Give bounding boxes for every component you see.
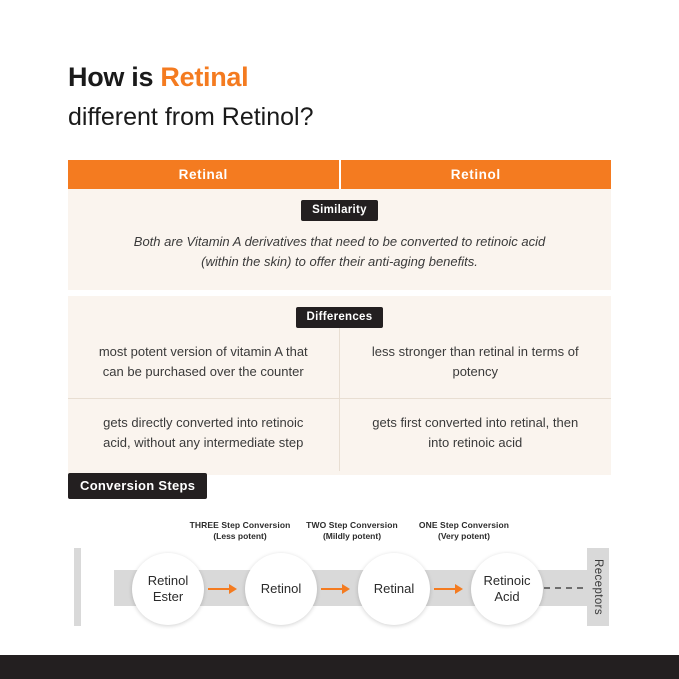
cell-retinal-potency: most potent version of vitamin A that can be purchased over the counter bbox=[68, 328, 340, 398]
flow-node-retinol-ester: Retinol Ester bbox=[132, 553, 204, 625]
differences-rows bbox=[68, 328, 611, 475]
conversion-steps-heading bbox=[68, 473, 207, 499]
caption-sub: (Mildly potent) bbox=[322, 531, 382, 541]
similarity-tag: Similarity bbox=[301, 200, 378, 221]
title-line-one bbox=[68, 60, 628, 94]
flow-node-retinol: Retinol bbox=[245, 553, 317, 625]
caption-title: ONE Step Conversion bbox=[418, 520, 510, 530]
table-header bbox=[68, 160, 611, 189]
conversion-flow-diagram bbox=[68, 520, 611, 640]
cell-retinol-potency: less stronger than retinal in terms of potency bbox=[371, 344, 579, 379]
page-title bbox=[68, 60, 628, 134]
arrow-icon bbox=[434, 584, 464, 594]
flow-start-cap bbox=[74, 548, 81, 626]
similarity-text: Both are Vitamin A derivatives that need to be converted to retinoic acid (within the skin) to offer their anti-aging benefits. bbox=[133, 234, 546, 269]
table-row bbox=[68, 328, 611, 398]
flow-caption-one-step bbox=[399, 520, 529, 542]
differences-tag: Differences bbox=[296, 307, 384, 328]
title-line-two: different from Retinol? bbox=[68, 103, 314, 131]
receptors-block bbox=[587, 548, 609, 626]
flow-node-retinoic-acid: Retinoic Acid bbox=[471, 553, 543, 625]
arrow-icon bbox=[208, 584, 238, 594]
similarity-tag-wrap bbox=[68, 189, 611, 221]
dashed-connector-icon bbox=[544, 587, 590, 589]
conversion-steps-tag: Conversion Steps bbox=[68, 473, 207, 499]
arrow-icon bbox=[321, 584, 351, 594]
receptors-label: Receptors bbox=[592, 558, 604, 615]
caption-title: THREE Step Conversion bbox=[189, 520, 291, 530]
flow-caption-three-step bbox=[175, 520, 305, 542]
similarity-section bbox=[68, 189, 611, 290]
table-row bbox=[68, 398, 611, 471]
differences-tag-wrap bbox=[68, 296, 611, 328]
title-accent-retinal: Retinal bbox=[160, 62, 249, 92]
differences-section bbox=[68, 296, 611, 475]
flow-caption-two-step bbox=[287, 520, 417, 542]
cell-retinal-conversion: gets directly converted into retinoic acid, without any intermediate step bbox=[68, 399, 340, 471]
caption-sub: (Less potent) bbox=[213, 531, 267, 541]
caption-sub: (Very potent) bbox=[438, 531, 490, 541]
bottom-bar bbox=[0, 655, 679, 679]
cell-retinol-conversion: gets first converted into retinal, then into retinoic acid bbox=[372, 415, 579, 450]
column-header-retinal: Retinal bbox=[68, 160, 341, 189]
comparison-table bbox=[68, 160, 611, 475]
title-prefix: How is bbox=[68, 62, 161, 92]
flow-node-retinal: Retinal bbox=[358, 553, 430, 625]
caption-title: TWO Step Conversion bbox=[306, 520, 398, 530]
column-header-retinol: Retinol bbox=[341, 160, 612, 189]
